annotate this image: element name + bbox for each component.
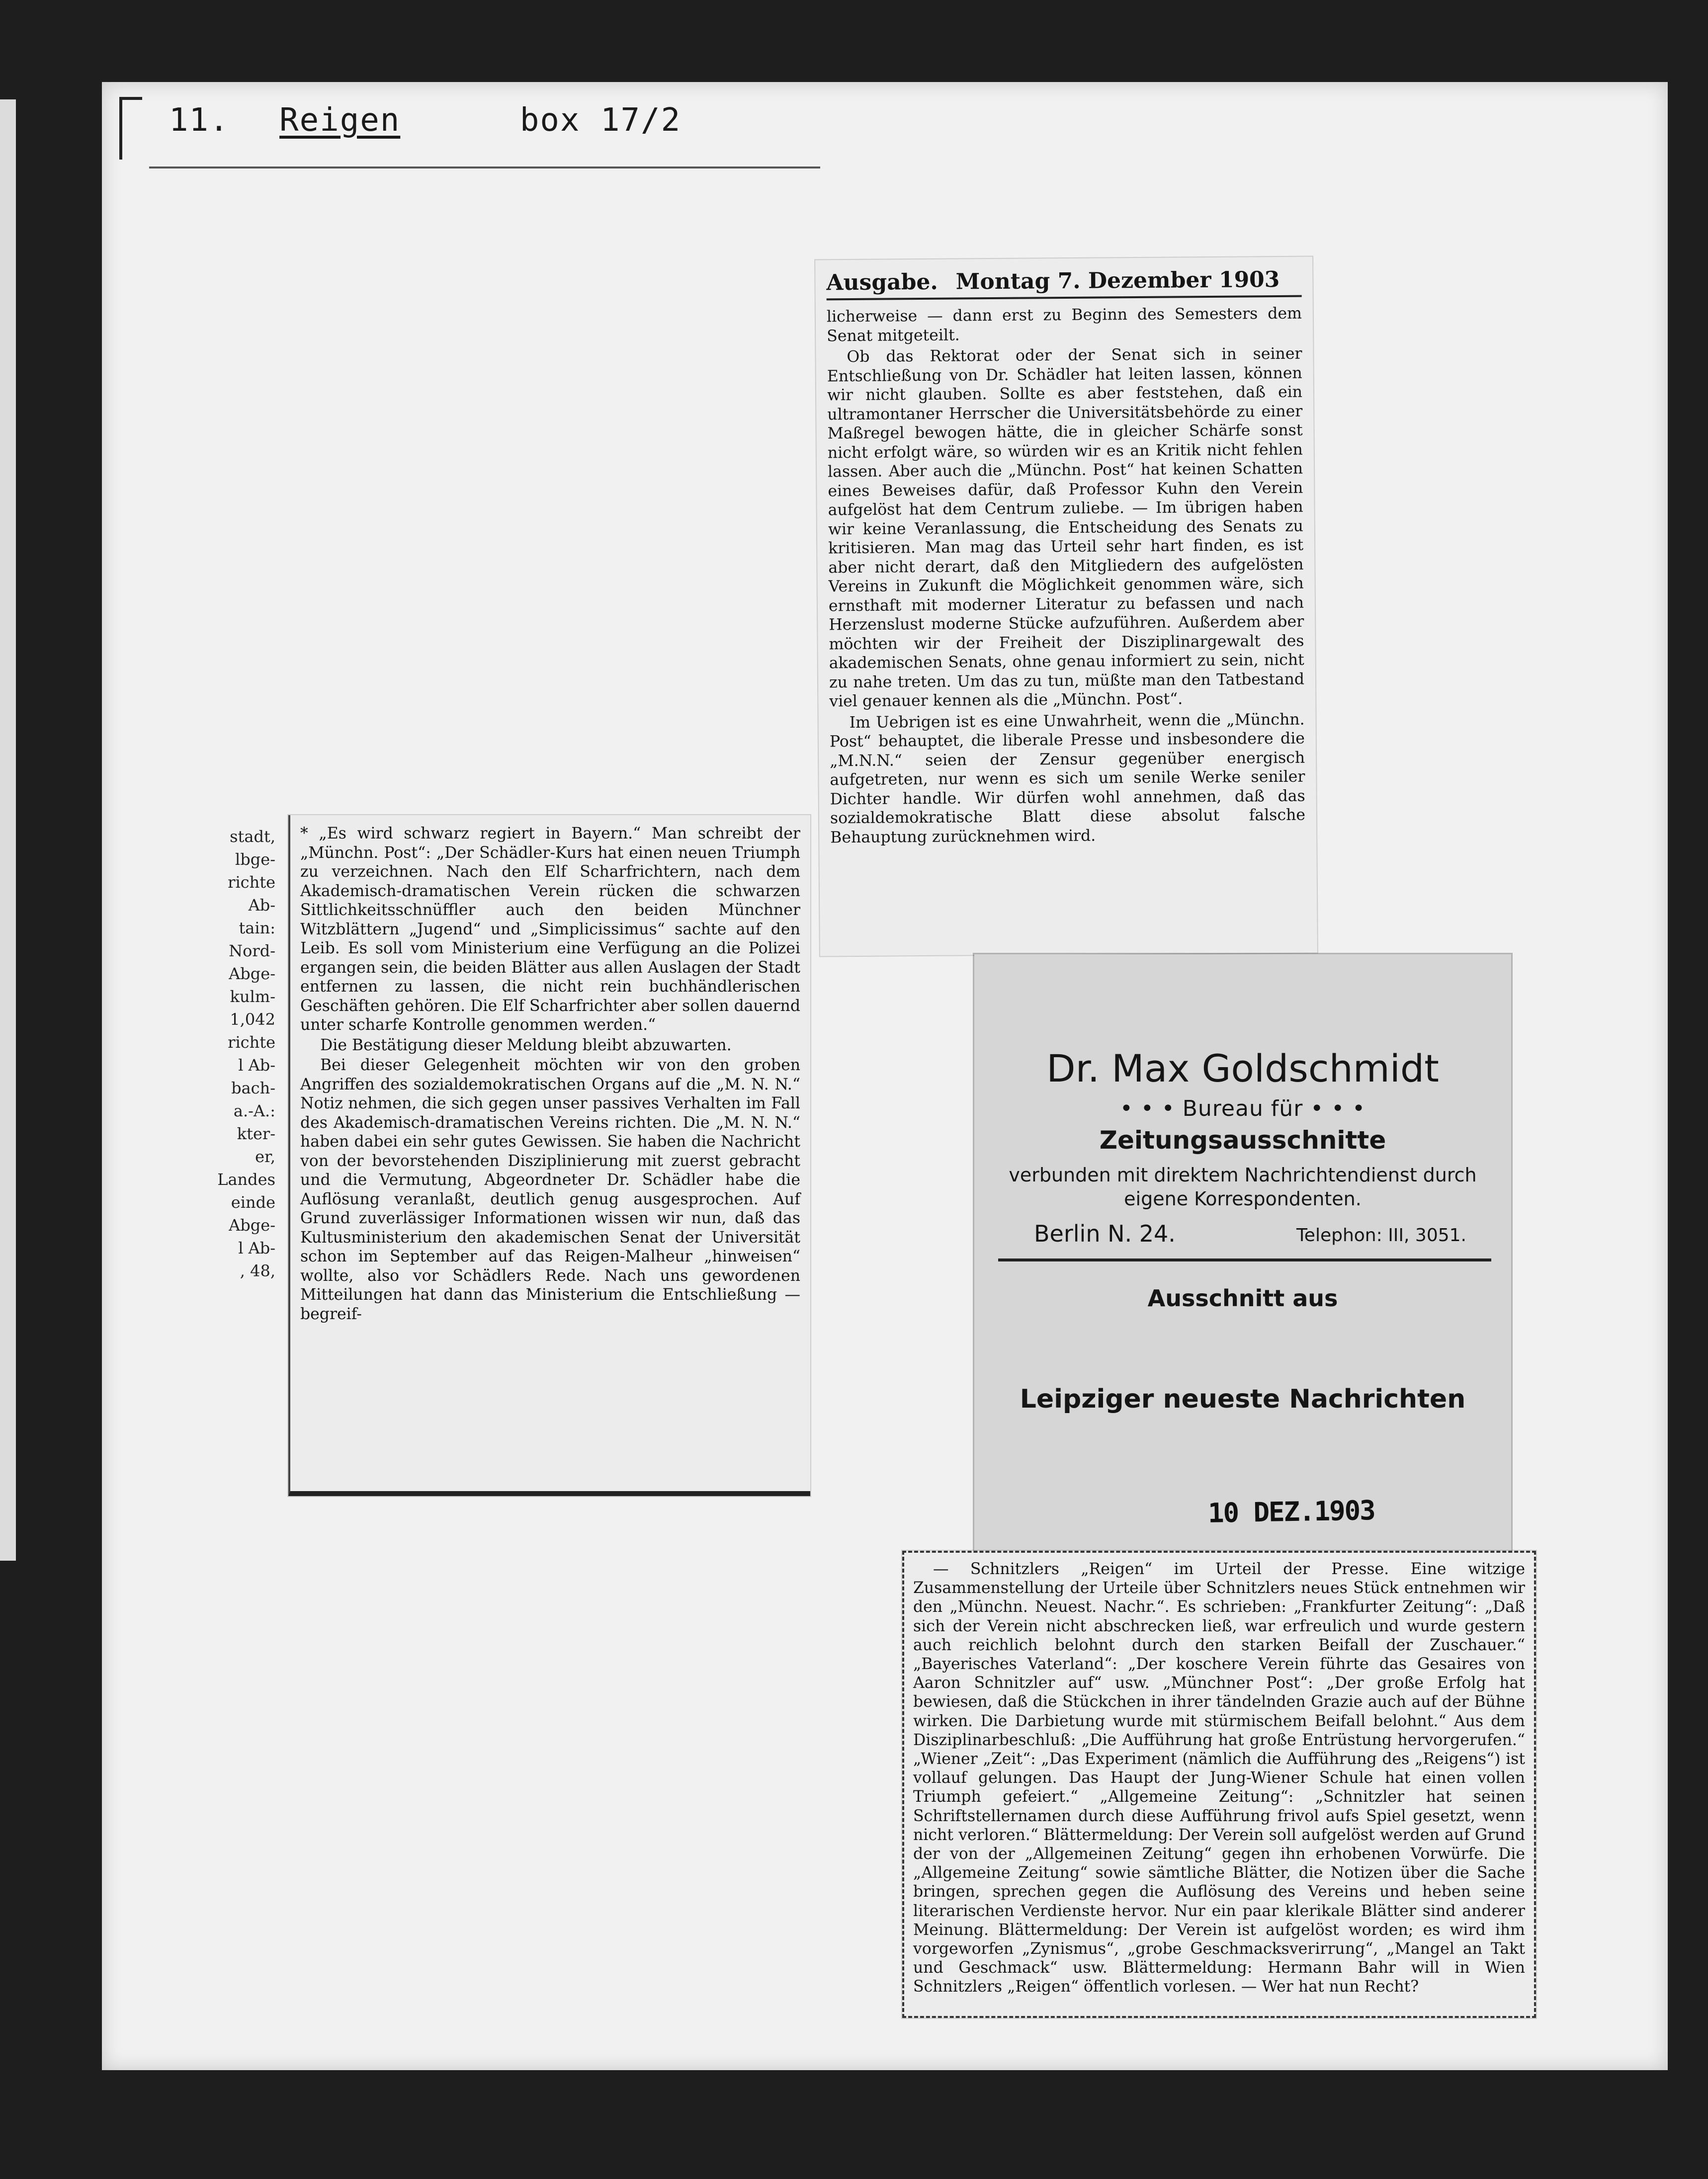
clipping-left [217, 815, 810, 1496]
margin-fragment: Abge- [229, 1216, 275, 1235]
margin-fragment: kulm- [230, 987, 275, 1006]
bureau-owner-name: Dr. Max Goldschmidt [1046, 1046, 1439, 1090]
clipping-bottom [902, 1551, 1536, 2018]
corner-mark [119, 97, 142, 160]
margin-fragment: Abge- [229, 964, 275, 983]
margin-fragment: a.-A.: [233, 1101, 275, 1120]
clipping-top-paragraph: licherweise — dann erst zu Beginn des Semesters dem Senat mitgeteilt. [826, 304, 1302, 345]
clipping-bottom-text: — Schnitzlers „Reigen“ im Urteil der Presse. Eine witzige Zusammenstellung der Urteile über Schnitzlers neues Stück entnehmen wir den „Münchn. Neuest. Nachr.“. Es schrieben: „Frankfurter Zeitung“: „Daß sich der Verein nicht abschrecken ließ, war erfreulich und wurde gestern auch reichlich belohnt durch den starken Beifall der Zuschauer.“ „Bayerisches Vaterland“: „Der koschere Verein führte das Gesaires von Aaron Schnitzler auf“ usw. „Münchner Post“: „Der große Erfolg hat bewiesen, daß die Stückchen in ihrer tändelnden Grazie auch auf der Bühne wirken. Die Darbietung wurde mit stürmischem Beifall belohnt.“ Aus dem Disziplinarbeschluß: „Die Aufführung hat große Entrüstung hervorgerufen.“ „Wiener „Zeit“: „Das Experiment (nämlich die Aufführung des „Reigens“) ist vollauf gelungen. Das Haupt der Jung-Wiener Schule hat einen vollen Triumph gefeiert.“ „Allgemeine Zeitung“: „Schnitzler hat seinen Schriftstellernamen durch diese Aufführung frivol aufs Spiel gesetzt, wenn nicht verloren.“ Blättermeldung: Der Verein soll aufgelöst werden auf Grund der von der „Allgemeinen Zeitung“ gegen ihn erhobenen Vorwürfe. Die „Allgemeine Zeitung“ sowie sämtliche Blätter, die Notizen über die Sache bringen, sprechen gegen die Auflösung des Vereins und heben seine literarischen Verdienste hervor. Nur ein paar klerikale Blätter sind anderer Meinung. Blättermeldung: Der Verein ist aufgelöst worden; es wird ihm vorgeworfen „Zynismus“, „grobe Geschmacksverirrung“, „Mangel an Takt und Geschmack“ usw. Blättermeldung: Hermann Bahr will in Wien Schnitzlers „Reigen“ öffentlich vorlesen. — Wer hat nun Recht? [913, 1560, 1525, 1996]
clipping-margin-fragments [191, 825, 275, 1471]
margin-fragment: tain: [239, 919, 275, 937]
margin-fragment: einde [231, 1193, 275, 1212]
margin-fragment: , 48, [240, 1261, 275, 1280]
folder-number: 11. [169, 102, 230, 139]
clipping-left-paragraph: * „Es wird schwarz regiert in Bayern.“ Man schreibt der „Münchn. Post“: „Der Schädler-Kurs hat einen neuen Triumph zu verzeichnen. Nach den Elf Scharfrichtern, nach dem Akademisch-dramatischen Verein rücken die schwarzen Sittlichkeitsschnüffler auch den beiden Münchner Witzblättern „Jugend“ und „Simplicissimus“ sachte auf den Leib. Es soll vom Ministerium eine Verfügung an die Polizei ergangen sein, die beiden Blätter aus allen Auslagen der Stadt entfernen zu lassen, die nicht rein buchhändlerischen Geschäften gehören. Die Elf Scharfrichter aber sollen dauernd unter scharfe Kontrolle genommen werden.“ [300, 825, 800, 1034]
margin-fragment: bach- [231, 1079, 275, 1097]
clipping-top-body [827, 304, 1306, 847]
margin-fragment: lbge- [235, 850, 275, 869]
newspaper-name: Leipziger neueste Nachrichten [1020, 1384, 1466, 1414]
clipping-left-paragraph: Bei dieser Gelegenheit möchten wir von den groben Angriffen des sozialdemokratischen Organs auf die „M. N. N.“ Notiz nehmen, die sich gegen unser passives Verhalten im Fall des Akademisch-dramatischen Vereins richten. Die „M. N. N.“ haben dabei ein sehr gutes Gewissen. Sie haben die Nachricht von der bevorstehenden Disziplinierung mit zuerst gebracht und die Vermutung, Abgeordneter Dr. Schädler habe die Auflösung veranlaßt, deutlich genug ausgesprochen. Auf Grund zuverlässiger Informationen wissen wir nun, daß das Kultusministerium den akademischen Senat der Universität schon im September auf das Reigen-Malheur „hinweisen“ wollte, also vor Schädlers Rede. Nach uns gewordenen Mitteilungen hat dann das Ministerium die Entschließung — begreif- [300, 1056, 800, 1323]
folder-title: Reigen [279, 102, 401, 139]
margin-fragment: stadt, [230, 827, 275, 846]
adjacent-page-edge [0, 99, 16, 1561]
margin-fragment: er, [255, 1147, 275, 1166]
margin-fragment: richte [228, 873, 275, 892]
bureau-service: Zeitungsausschnitte [1099, 1126, 1386, 1155]
bureau-description-line: verbunden mit direktem Nachrichtendienst durch [1009, 1164, 1477, 1186]
margin-fragment: 1,042 [230, 1010, 275, 1029]
bureau-label: • • • Bureau für • • • [1119, 1096, 1366, 1121]
clipping-left-body [300, 824, 800, 1324]
margin-fragment: Landes [217, 1170, 275, 1189]
masthead-edition: Ausgabe. [826, 269, 938, 296]
margin-fragment: Nord- [229, 941, 275, 960]
clipping-masthead [826, 267, 1301, 301]
bureau-telephone: Telephon: III, 3051. [1296, 1225, 1466, 1246]
box-label: box 17/2 [519, 102, 682, 139]
date-stamp: 10 DEZ.1903 [1207, 1495, 1375, 1529]
clipping-top-paragraph: Ob das Rektorat oder der Senat sich in seiner Entschließung von Dr. Schädler hat leiten lassen, können wir nicht glauben. Sollte es aber feststehen, daß ein ultramontaner Herrscher die Universitätsbehörde zu einer Maßregel bewogen hätte, die in gleicher Schärfe sonst nicht erfolgt wäre, so würden wir es an Kritik nicht fehlen lassen. Aber auch die „Münchn. Post“ hat keinen Schatten eines Beweises dafür, daß Professor Kuhn den Verein aufgelöst hat dem Centrum zuliebe. — Im übrigen haben wir keine Veranlassung, die Entscheidung des Senats zu kritisieren. Man mag das Urteil sehr hart finden, es ist aber nicht derart, daß den Mitgliedern des aufgelösten Vereins in Zukunft die Möglichkeit genommen wäre, sich ernsthaft mit moderner Literatur zu befassen und nach Herzenslust moderne Stücke aufzuführen. Außerdem aber möchten wir der Freiheit der Disziplinargewalt des akademischen Senats, ohne genau informiert zu sein, nicht zu nahe treten. Um das zu tun, müßte man den Tatbestand viel genauer kennen als die „Münchn. Post“. [827, 344, 1305, 711]
bureau-description [974, 1163, 1511, 1211]
bureau-divider [998, 1258, 1491, 1261]
masthead-date: Montag 7. Dezember 1903 [955, 266, 1280, 295]
margin-fragment: richte [228, 1033, 275, 1052]
header-rule [149, 167, 820, 168]
bureau-address: Berlin N. 24. [1034, 1220, 1176, 1247]
margin-fragment: l Ab- [238, 1239, 275, 1257]
clipping-bureau-slip [974, 954, 1511, 1556]
margin-fragment: l Ab- [238, 1056, 275, 1075]
clipping-from-label: Ausschnitt aus [1147, 1285, 1338, 1312]
clipping-top [815, 257, 1317, 956]
margin-fragment: kter- [237, 1124, 275, 1143]
bureau-description-line: eigene Korrespondenten. [1124, 1188, 1362, 1210]
folder-label [169, 102, 681, 142]
margin-fragment: Ab- [248, 896, 275, 915]
clipping-top-paragraph: Im Uebrigen ist es eine Unwahrheit, wenn die „Münchn. Post“ behauptet, die liberale Presse und insbesondere die „M.N.N.“ seien der Zensur gegenüber energisch aufgetreten, nur wenn es sich um senile Werke seniler Dichter handle. Wir dürfen wohl annehmen, daß das sozialdemokratische Blatt diese absolut falsche Behauptung zurücknehmen wird. [829, 710, 1306, 846]
clipping-left-paragraph: Die Bestätigung dieser Meldung bleibt abzuwarten. [320, 1036, 732, 1054]
